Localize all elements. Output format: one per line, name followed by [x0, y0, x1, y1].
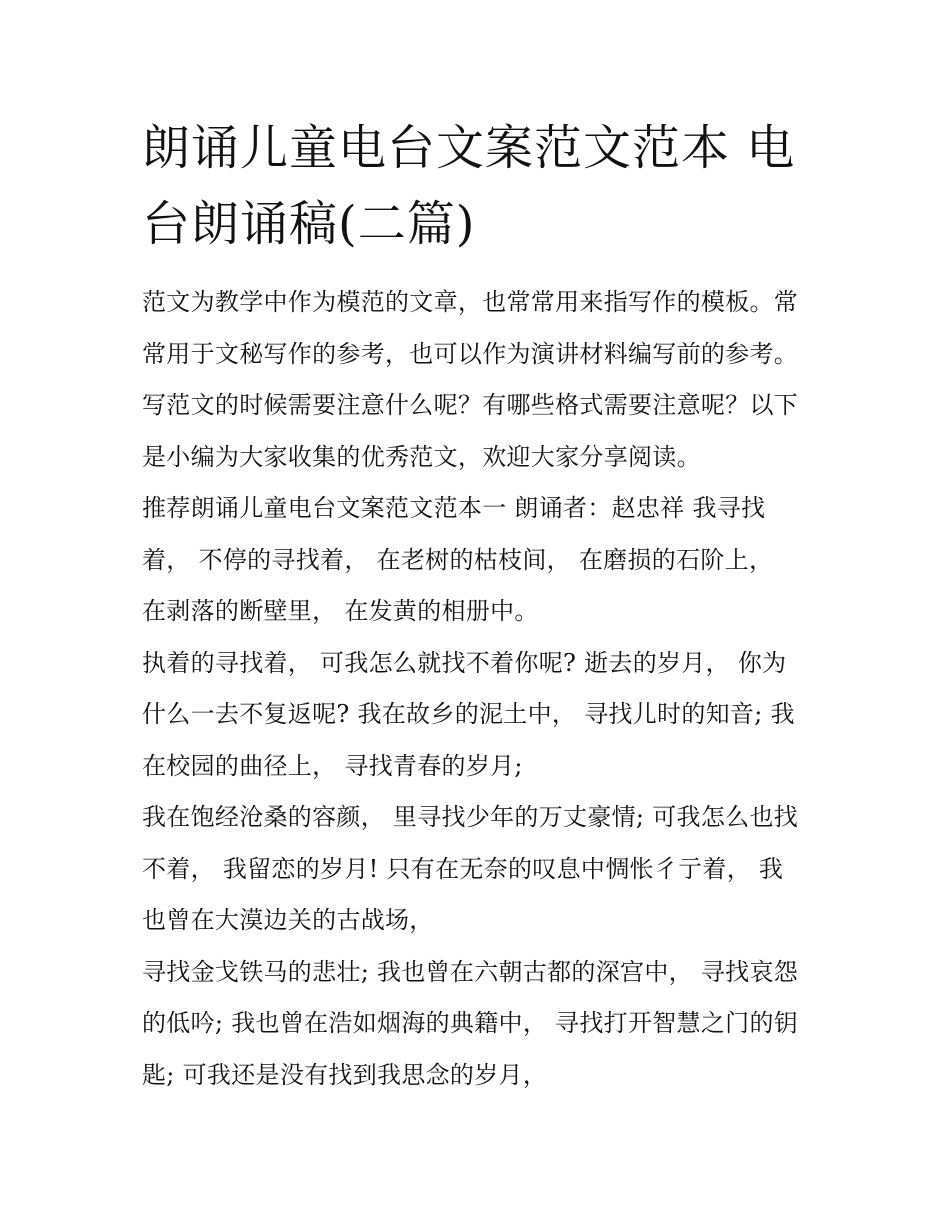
body-line: 匙; 可我还是没有找到我思念的岁月， [142, 1060, 548, 1089]
body-line: 我在饱经沧桑的容颜， 里寻找少年的万丈豪情; 可我怎么也找 [142, 803, 799, 831]
body-line: 的低吟; 我也曾在浩如烟海的典籍中， 寻找打开智慧之门的钥 [142, 1009, 799, 1037]
body-line: 在剥落的断壁里， 在发黄的相册中。 [142, 597, 539, 625]
body-line: 写范文的时候需要注意什么呢？有哪些格式需要注意呢？以下 [142, 391, 799, 419]
body-line: 寻找金戈铁马的悲壮; 我也曾在六朝古都的深宫中， 寻找哀怨 [142, 957, 799, 986]
body-line: 在校园的曲径上， 寻找青春的岁月; [142, 751, 523, 780]
body-line: 也曾在大漠边关的古战场， [142, 906, 434, 934]
body-line: 范文为教学中作为模范的文章，也常常用来指写作的模板。常 [142, 288, 799, 316]
body-line: 常用于文秘写作的参考，也可以作为演讲材料编写前的参考。 [142, 339, 799, 368]
document-title [142, 110, 832, 262]
body-line: 什么一去不复返呢? 我在故乡的泥土中， 寻找儿时的知音; 我 [142, 700, 795, 728]
title-line-1: 朗诵儿童电台文案范文范本 电 [142, 120, 796, 176]
document-body [142, 278, 832, 1102]
title-line-2: 台朗诵稿(二篇) [142, 196, 476, 252]
body-line: 不着， 我留恋的岁月! 只有在无奈的叹息中惆怅彳亍着， 我 [142, 854, 784, 883]
body-line: 推荐朗诵儿童电台文案范文范本一 朗诵者：赵忠祥 我寻找 [142, 494, 766, 522]
body-line: 执着的寻找着， 可我怎么就找不着你呢? 逝去的岁月， 你为 [142, 648, 787, 677]
body-line: 着， 不停的寻找着， 在老树的枯枝间， 在磨损的石阶上， [142, 545, 774, 574]
body-line: 是小编为大家收集的优秀范文，欢迎大家分享阅读。 [142, 442, 701, 471]
